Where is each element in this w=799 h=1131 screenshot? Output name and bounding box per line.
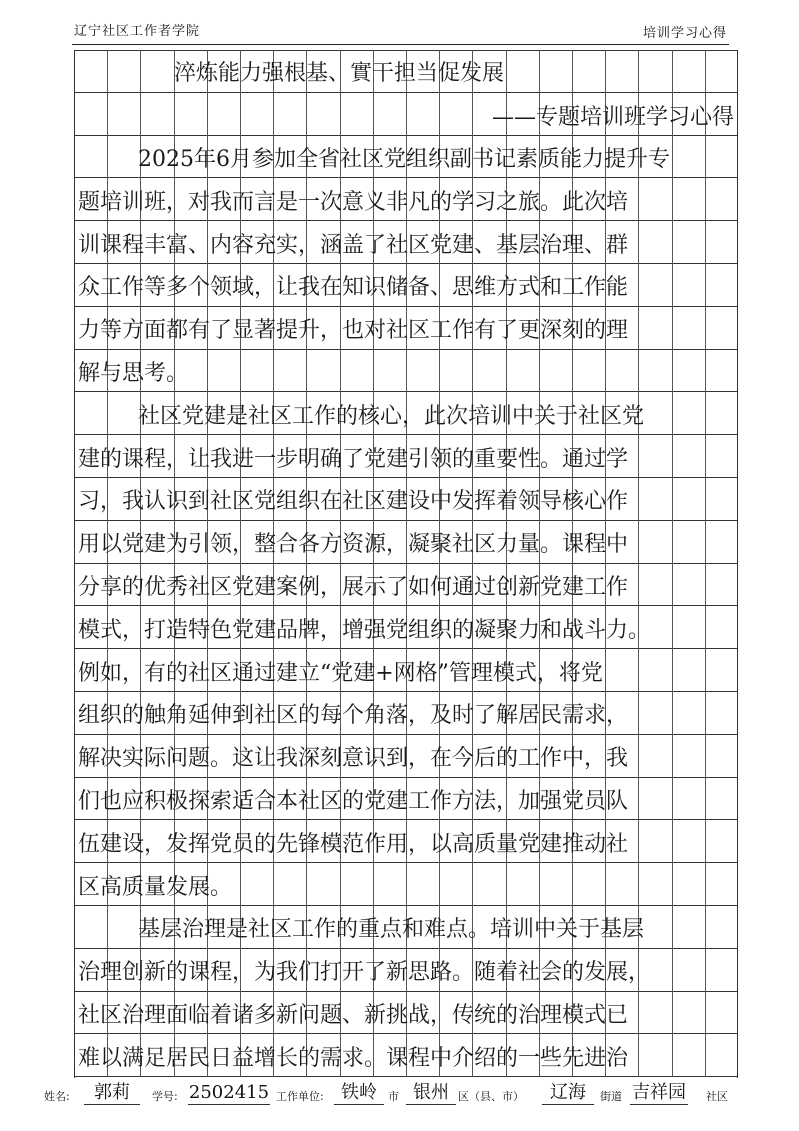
essay-line: 例如，有的社区通过建立“党建+网格”管理模式，将党: [78, 660, 603, 686]
essay-line: 伍建设，发挥党员的先锋模范作用，以高质量党建推动社: [78, 831, 629, 857]
street-field: 辽海: [542, 1082, 594, 1105]
essay-line: 分享的优秀社区党建案例，展示了如何通过创新党建工作: [78, 575, 629, 600]
city-suffix: 市: [388, 1090, 399, 1103]
essay-title: 淬炼能力强根基、實干担当促发展: [174, 61, 505, 86]
essay-line: 社区党建是社区工作的核心，此次培训中关于社区党: [138, 403, 645, 429]
essay-line: 题培训班，对我而言是一次意义非凡的学习之旅。此次培: [78, 189, 629, 215]
essay-subtitle: ——专题培训班学习心得: [491, 105, 734, 130]
essay-line: 建的课程，让我进一步明确了党建引领的重要性。通过学: [78, 446, 629, 472]
essay-line: 区高质量发展。: [78, 874, 233, 900]
essay-line: 用以党建为引领，整合各方资源，凝聚社区力量。课程中: [78, 532, 629, 558]
header-org: 辽宁社区工作者学院: [74, 24, 201, 39]
essay-line: 难以满足居民日益增长的需求。课程中介绍的一些先进治: [78, 1045, 629, 1071]
essay-line: 基层治理是社区工作的重点和难点。培训中关于基层: [138, 917, 645, 943]
community-suffix: 社区: [706, 1090, 728, 1103]
essay-line: 模式，打造特色党建品牌，增强党组织的凝聚力和战斗力。: [78, 617, 651, 643]
name-label: 姓名:: [44, 1090, 70, 1103]
essay-line: 力等方面都有了显著提升，也对社区工作有了更深刻的理: [78, 318, 629, 344]
header-divider: [72, 44, 729, 45]
district-suffix: 区（县、市）: [458, 1090, 524, 1103]
essay-line: 众工作等多个领域，让我在知识储备、思维方式和工作能: [78, 275, 629, 301]
district-field: 银州: [406, 1082, 456, 1105]
essay-line: 2025年6月参加全省社区党组织副书记素质能力提升专: [138, 147, 670, 172]
essay-line: 们也应积极探索适合本社区的党建工作方法，加强党员队: [78, 789, 629, 814]
student-info-footer: [44, 1082, 744, 1108]
student-id-label: 学号:: [152, 1090, 178, 1103]
work-unit-label: 工作单位:: [276, 1090, 324, 1103]
header-doc-type: 培训学习心得: [642, 26, 727, 41]
essay-line: 解与思考。: [78, 361, 189, 386]
essay-line: 治理创新的课程，为我们打开了新思路。随着社会的发展，: [78, 960, 651, 986]
city-field: 铁岭: [334, 1082, 384, 1105]
essay-line: 社区治理面临着诸多新问题、新挑战，传统的治理模式已: [78, 1003, 629, 1028]
community-field: 吉祥园: [632, 1082, 686, 1103]
essay-line: 解决实际问题。这让我深刻意识到，在今后的工作中，我: [78, 746, 629, 772]
street-suffix: 街道: [600, 1090, 622, 1103]
student-id-field: 2502415: [188, 1082, 270, 1103]
name-field: 郭莉: [84, 1082, 140, 1105]
essay-line: 习，我认识到社区党组织在社区建设中发挥着领导核心作: [78, 489, 629, 515]
essay-line: 组织的触角延伸到社区的每个角落，及时了解居民需求，: [78, 703, 629, 729]
essay-line: 训课程丰富、内容充实，涵盖了社区党建、基层治理、群: [78, 232, 629, 258]
